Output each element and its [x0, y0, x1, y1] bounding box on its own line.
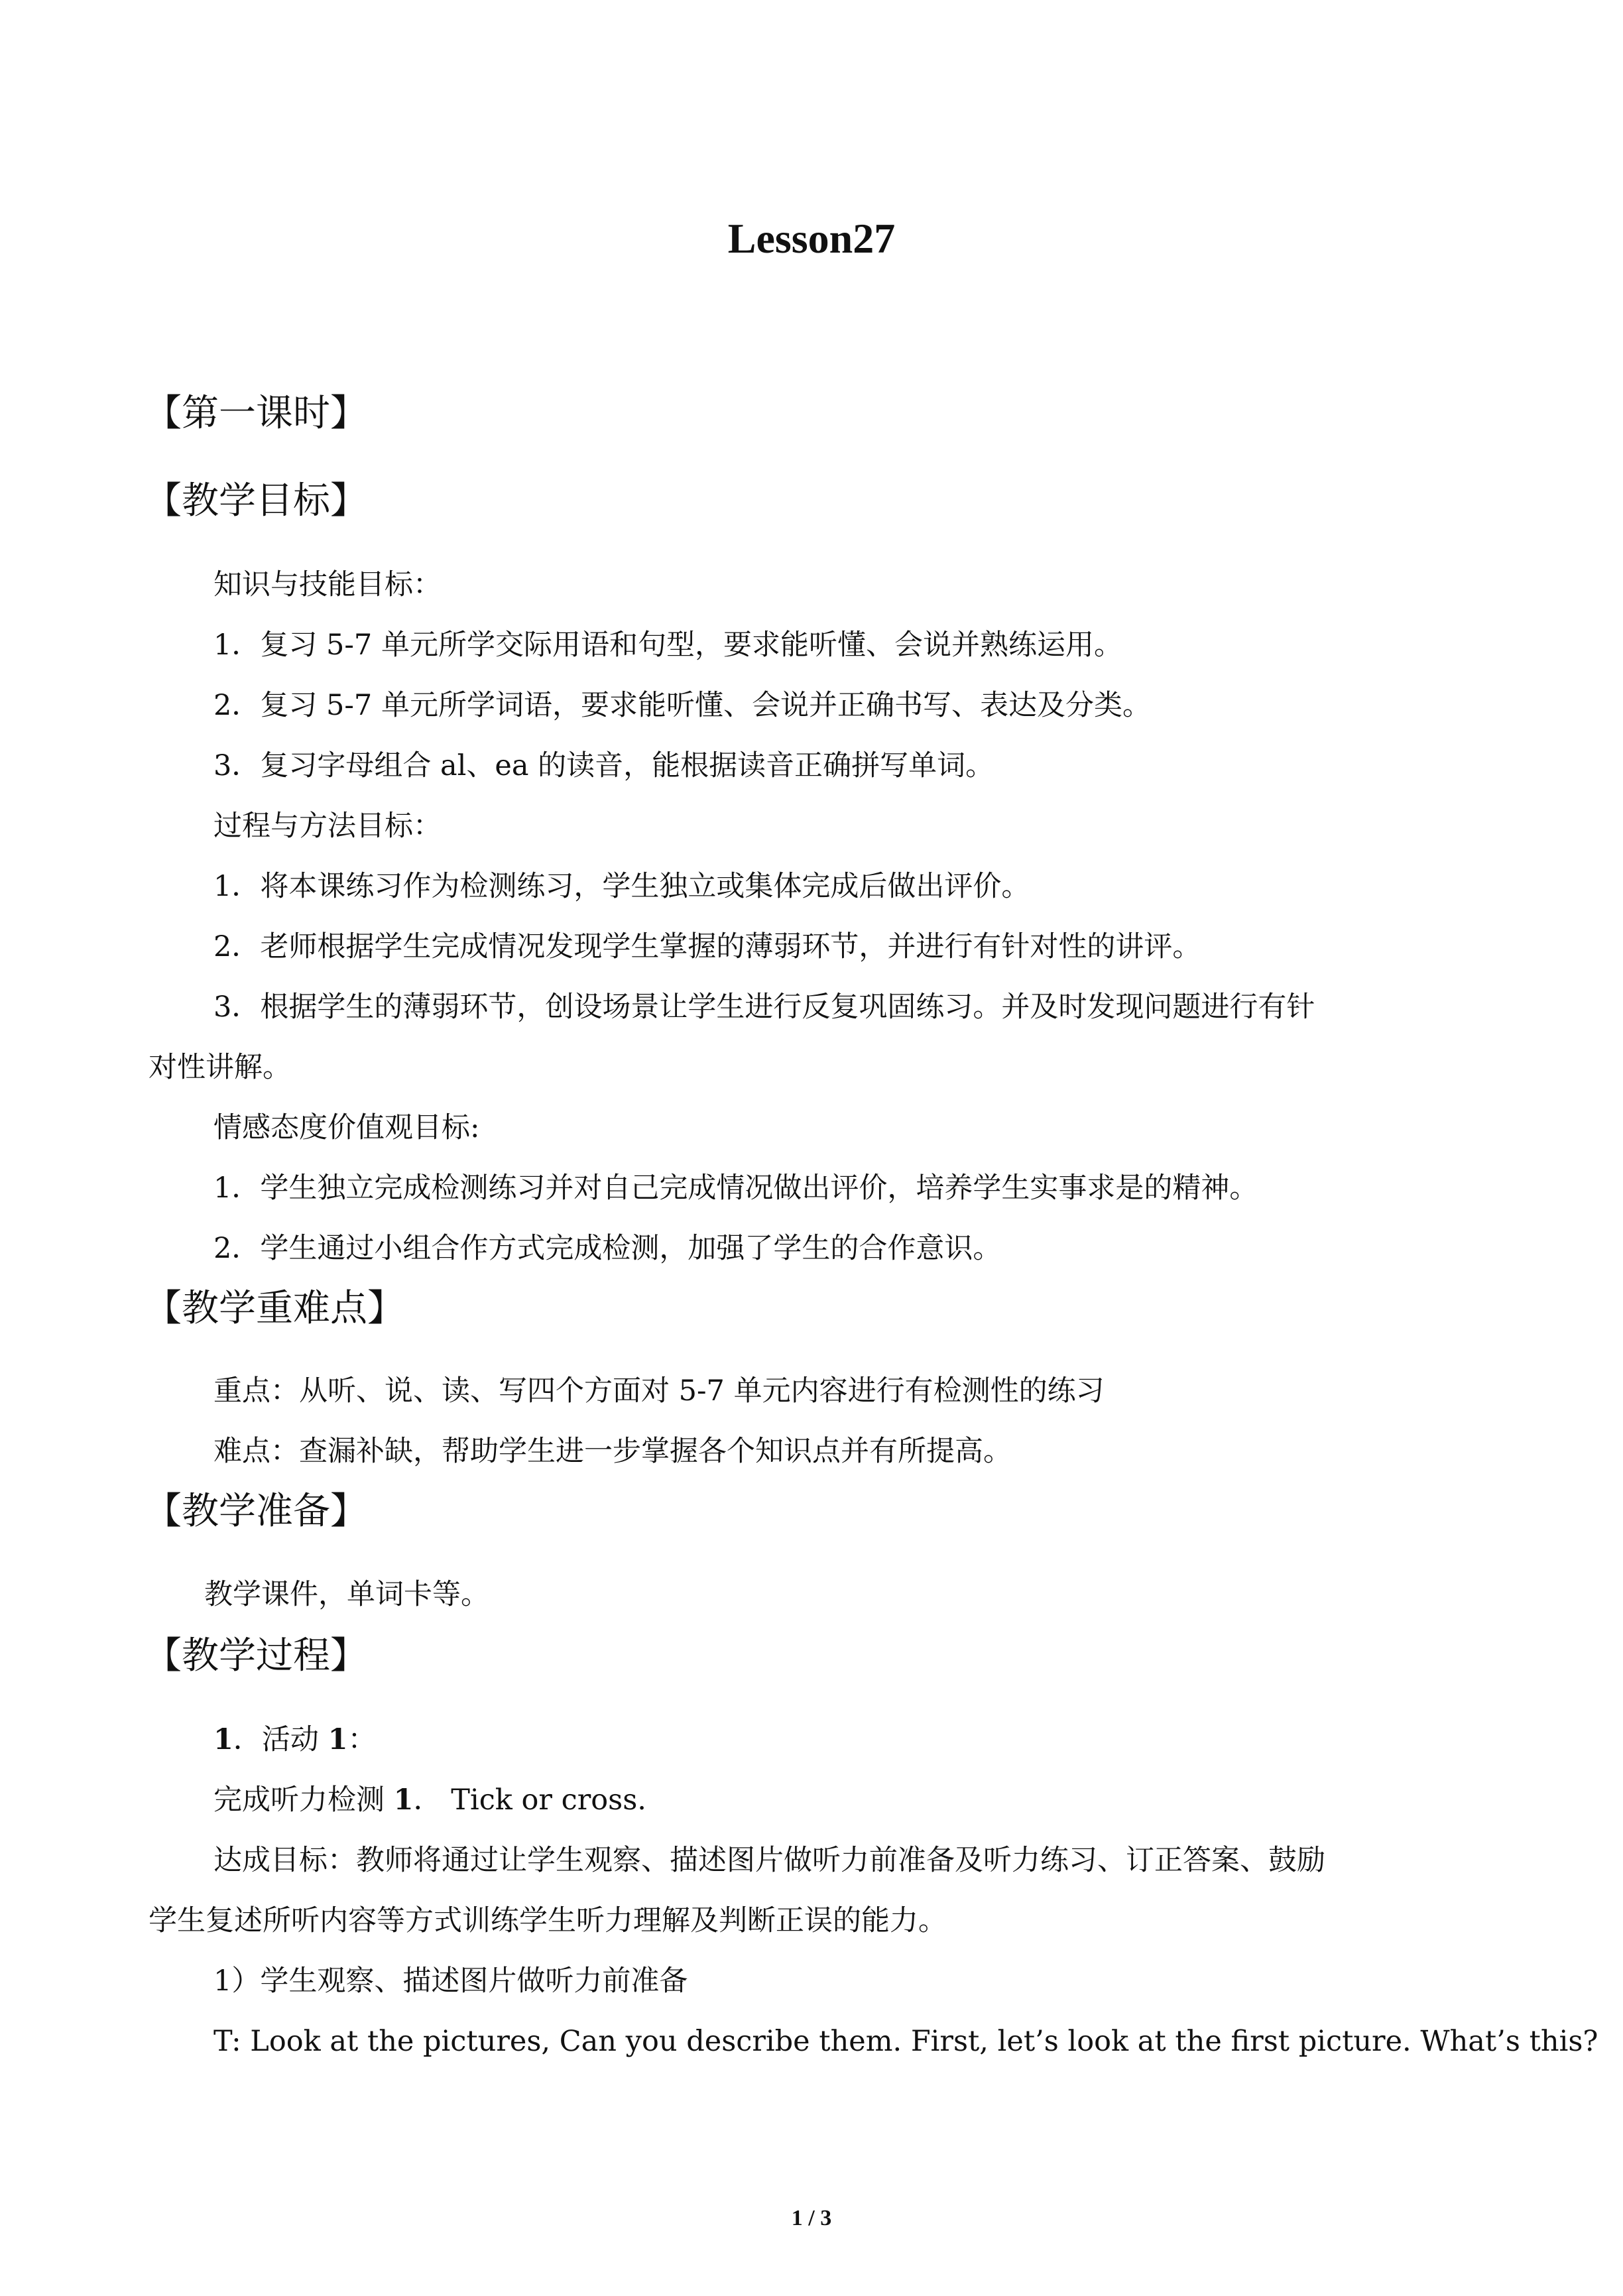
- knowledge-label: 知识与技能目标：: [213, 568, 442, 601]
- activity-index: 1: [328, 1723, 348, 1756]
- heading-period: 【第一课时】: [145, 392, 367, 435]
- process-item-3-line-2: 对性讲解。: [149, 1051, 291, 1084]
- difficult-point: 难点：查漏补缺，帮助学生进一步掌握各个知识点并有所提高。: [213, 1435, 1012, 1468]
- process-label: 过程与方法目标：: [213, 810, 442, 843]
- emotion-label: 情感态度价值观目标:: [213, 1111, 480, 1144]
- activity-colon: ：: [347, 1723, 377, 1756]
- heading-process: 【教学过程】: [145, 1634, 367, 1677]
- heading-key-points: 【教学重难点】: [145, 1287, 404, 1330]
- heading-objectives: 【教学目标】: [145, 479, 367, 522]
- emotion-item-1: 1．学生独立完成检测练习并对自己完成情况做出评价，培养学生实事求是的精神。: [213, 1172, 1258, 1205]
- process-item-2: 2．老师根据学生完成情况发现学生掌握的薄弱环节，并进行有针对性的讲评。: [213, 930, 1201, 963]
- page-number: 1 / 3: [791, 2206, 832, 2230]
- knowledge-item-3: 3．复习字母组合 al、ea 的读音，能根据读音正确拼写单词。: [213, 749, 994, 782]
- preparation-text: 教学课件，单词卡等。: [204, 1578, 489, 1611]
- activity-label: ．活动: [233, 1723, 328, 1756]
- process-item-3-line-1: 3．根据学生的薄弱环节，创设场景让学生进行反复巩固练习。并及时发现问题进行有针: [213, 991, 1315, 1024]
- activity-heading: [213, 1720, 377, 1760]
- goal-line-2: 学生复述所听内容等方式训练学生听力理解及判断正误的能力。: [149, 1904, 947, 1937]
- activity-number: 1: [213, 1723, 233, 1756]
- knowledge-item-1: 1．复习 5-7 单元所学交际用语和句型，要求能听懂、会说并熟练运用。: [213, 629, 1122, 662]
- task-line: [213, 1780, 646, 1820]
- task-rest: ． Tick or cross.: [413, 1783, 646, 1817]
- page-title: Lesson27: [727, 215, 896, 262]
- emotion-item-2: 2．学生通过小组合作方式完成检测，加强了学生的合作意识。: [213, 1232, 1002, 1265]
- teacher-line: T: Look at the pictures, Can you describe them. First, let’s look at the first picture. What’s this?: [213, 2025, 1598, 2058]
- task-prefix: 完成听力检测: [213, 1783, 394, 1817]
- key-point: 重点：从听、说、读、写四个方面对 5-7 单元内容进行有检测性的练习: [213, 1374, 1105, 1408]
- task-number: 1: [393, 1783, 414, 1817]
- heading-preparation: 【教学准备】: [145, 1490, 367, 1533]
- process-item-1: 1．将本课练习作为检测练习，学生独立或集体完成后做出评价。: [213, 870, 1030, 903]
- knowledge-item-2: 2．复习 5-7 单元所学词语，要求能听懂、会说并正确书写、表达及分类。: [213, 689, 1151, 722]
- step-1: 1）学生观察、描述图片做听力前准备: [213, 1964, 688, 1998]
- goal-line-1: 达成目标：教师将通过让学生观察、描述图片做听力前准备及听力练习、订正答案、鼓励: [213, 1844, 1325, 1877]
